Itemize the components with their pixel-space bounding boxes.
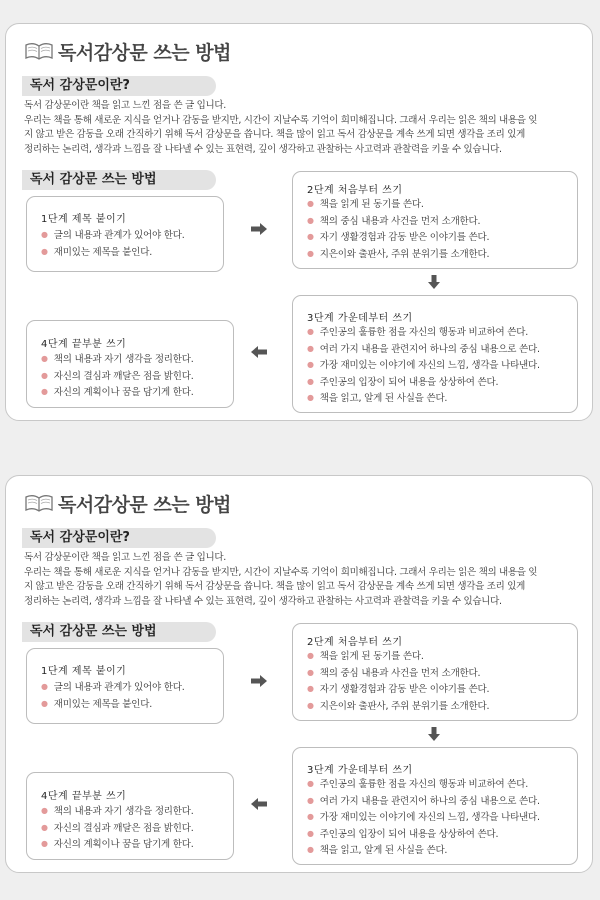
bullet-icon: ● xyxy=(41,354,48,363)
intro-line: 독서 감상문이란 책을 읽고 느낀 점을 쓴 글 입니다. xyxy=(24,552,227,563)
step1-box xyxy=(26,196,224,272)
list-item-text: 책을 읽고, 알게 된 사실을 쓴다. xyxy=(319,393,448,404)
step3-title: 3단계 가운데부터 쓰기 xyxy=(307,313,413,324)
list-item xyxy=(307,213,489,230)
step2-box xyxy=(292,623,578,721)
intro-line: 독서 감상문이란 책을 읽고 느낀 점을 쓴 글 입니다. xyxy=(24,100,227,111)
step2-list xyxy=(307,196,489,262)
bullet-icon: ● xyxy=(41,246,48,256)
section-label-what: 독서 감상문이란? xyxy=(22,528,216,548)
list-item-text: 재미있는 제목을 붙인다. xyxy=(53,246,153,258)
step2-box xyxy=(292,171,578,269)
step3-list xyxy=(307,776,540,859)
bullet-icon: ● xyxy=(41,839,48,848)
list-item-text: 책의 중심 내용과 사건을 먼저 소개한다. xyxy=(319,667,481,679)
section-label-how: 독서 감상문 쓰는 방법 xyxy=(22,170,216,190)
list-item xyxy=(307,698,489,715)
list-item xyxy=(41,836,194,853)
list-item-text: 자신의 결심과 깨달은 점을 밝힌다. xyxy=(53,370,194,382)
guide-panel-1 xyxy=(5,23,593,421)
list-item xyxy=(307,324,540,341)
step3-title: 3단계 가운데부터 쓰기 xyxy=(307,765,413,776)
bullet-icon: ● xyxy=(41,682,48,691)
section-label-what: 독서 감상문이란? xyxy=(22,76,216,96)
intro-line: 정리하는 논리력, 생각과 느낌을 잘 나타낼 수 있는 표현력, 깊이 생각하고 관찰하는 사고력과 관찰력을 키울 수 있습니다. xyxy=(24,143,502,155)
list-item xyxy=(41,803,194,820)
step4-title: 4단계 끝부분 쓰기 xyxy=(41,339,127,350)
list-item-text: 여러 가지 내용을 관련지어 하나의 중심 내용으로 쓴다. xyxy=(319,343,540,355)
title-row xyxy=(24,36,231,66)
bullet-icon: ● xyxy=(41,698,48,708)
list-item xyxy=(307,648,489,665)
bullet-icon: ● xyxy=(307,779,314,788)
step1-list xyxy=(41,227,185,260)
step3-list xyxy=(307,324,540,407)
list-item xyxy=(307,809,540,826)
step4-box xyxy=(26,772,234,860)
section-label-how: 독서 감상문 쓰는 방법 xyxy=(22,622,216,642)
list-item xyxy=(307,665,489,682)
step1-title: 1단계 제목 붙이기 xyxy=(41,666,127,677)
list-item-text: 가장 재미있는 이야기에 자신의 느낌, 생각을 나타낸다. xyxy=(319,812,540,823)
step4-list xyxy=(41,803,194,853)
intro-line: 우리는 책을 통해 새로운 지식을 얻거나 감동을 받지만, 시간이 지날수록 기억이 희미해집니다. 그래서 우리는 읽은 책의 내용을 잊 xyxy=(24,114,538,126)
list-item-text: 책의 내용과 자기 생각을 정리한다. xyxy=(53,806,194,817)
intro-line: 지 않고 받은 감동을 오래 간직하기 위해 독서 감상문을 씁니다. 책을 많이 읽고 독서 감상문을 계속 쓰게 되면 생각을 조리 있게 xyxy=(24,129,525,140)
step2-title: 2단계 처음부터 쓰기 xyxy=(307,185,403,196)
bullet-icon: ● xyxy=(41,370,48,380)
list-item-text: 글의 내용과 관계가 있어야 한다. xyxy=(53,682,185,693)
list-item-text: 책을 읽게 된 동기를 쓴다. xyxy=(319,199,424,210)
list-item-text: 자기 생활경험과 감동 받은 이야기를 쓴다. xyxy=(319,684,490,695)
intro-text xyxy=(24,551,584,609)
list-item xyxy=(307,374,540,391)
bullet-icon: ● xyxy=(307,812,314,821)
intro-line: 정리하는 논리력, 생각과 느낌을 잘 나타낼 수 있는 표현력, 깊이 생각하고 관찰하는 사고력과 관찰력을 키울 수 있습니다. xyxy=(24,595,502,607)
list-item-text: 주인공의 입장이 되어 내용을 상상하여 쓴다. xyxy=(319,376,499,388)
bullet-icon: ● xyxy=(307,248,314,258)
list-item xyxy=(41,679,185,696)
intro-text xyxy=(24,99,584,157)
list-item xyxy=(307,776,540,793)
page-title: 독서감상문 쓰는 방법 xyxy=(58,41,231,64)
bullet-icon: ● xyxy=(307,232,314,241)
title-row xyxy=(24,488,231,518)
bullet-icon: ● xyxy=(41,387,48,396)
bullet-icon: ● xyxy=(41,806,48,815)
list-item-text: 가장 재미있는 이야기에 자신의 느낌, 생각을 나타낸다. xyxy=(319,360,540,371)
bullet-icon: ● xyxy=(307,845,314,854)
list-item-text: 지은이와 출판사, 주위 분위기를 소개한다. xyxy=(319,700,490,712)
guide-panel-2 xyxy=(5,475,593,873)
list-item-text: 책의 중심 내용과 사건을 먼저 소개한다. xyxy=(319,215,481,227)
bullet-icon: ● xyxy=(307,360,314,369)
bullet-icon: ● xyxy=(307,343,314,353)
list-item xyxy=(41,820,194,837)
bullet-icon: ● xyxy=(307,327,314,336)
arrow-down-icon xyxy=(428,275,440,289)
intro-line: 우리는 책을 통해 새로운 지식을 얻거나 감동을 받지만, 시간이 지날수록 기억이 희미해집니다. 그래서 우리는 읽은 책의 내용을 잊 xyxy=(24,566,538,578)
list-item-text: 주인공의 훌륭한 점을 자신의 행동과 비교하여 쓴다. xyxy=(319,327,529,338)
list-item-text: 주인공의 훌륭한 점을 자신의 행동과 비교하여 쓴다. xyxy=(319,779,529,790)
list-item-text: 재미있는 제목을 붙인다. xyxy=(53,698,153,710)
step3-box xyxy=(292,295,578,413)
step4-title: 4단계 끝부분 쓰기 xyxy=(41,791,127,802)
list-item xyxy=(307,842,540,859)
arrow-left-icon xyxy=(251,798,267,810)
bullet-icon: ● xyxy=(41,822,48,832)
arrow-right-icon xyxy=(251,675,267,687)
list-item xyxy=(307,357,540,374)
list-item xyxy=(41,351,194,368)
step1-title: 1단계 제목 붙이기 xyxy=(41,214,127,225)
list-item-text: 책을 읽게 된 동기를 쓴다. xyxy=(319,651,424,662)
step2-title: 2단계 처음부터 쓰기 xyxy=(307,637,403,648)
bullet-icon: ● xyxy=(307,215,314,225)
step4-list xyxy=(41,351,194,401)
open-book-icon xyxy=(24,42,54,60)
bullet-icon: ● xyxy=(41,230,48,239)
list-item xyxy=(307,196,489,213)
list-item-text: 지은이와 출판사, 주위 분위기를 소개한다. xyxy=(319,248,490,260)
list-item xyxy=(41,244,185,261)
open-book-icon xyxy=(24,494,54,512)
step2-list xyxy=(307,648,489,714)
bullet-icon: ● xyxy=(307,651,314,660)
list-item-text: 주인공의 입장이 되어 내용을 상상하여 쓴다. xyxy=(319,828,499,840)
list-item xyxy=(41,227,185,244)
list-item xyxy=(41,696,185,713)
step1-box xyxy=(26,648,224,724)
bullet-icon: ● xyxy=(307,684,314,693)
list-item xyxy=(307,229,489,246)
list-item xyxy=(307,793,540,810)
step4-box xyxy=(26,320,234,408)
bullet-icon: ● xyxy=(307,795,314,805)
list-item-text: 자기 생활경험과 감동 받은 이야기를 쓴다. xyxy=(319,232,490,243)
list-item xyxy=(307,390,540,407)
list-item xyxy=(41,368,194,385)
list-item-text: 여러 가지 내용을 관련지어 하나의 중심 내용으로 쓴다. xyxy=(319,795,540,807)
list-item xyxy=(41,384,194,401)
intro-line: 지 않고 받은 감동을 오래 간직하기 위해 독서 감상문을 씁니다. 책을 많이 읽고 독서 감상문을 계속 쓰게 되면 생각을 조리 있게 xyxy=(24,581,525,592)
list-item-text: 글의 내용과 관계가 있어야 한다. xyxy=(53,230,185,241)
arrow-down-icon xyxy=(428,727,440,741)
bullet-icon: ● xyxy=(307,199,314,208)
list-item-text: 자신의 결심과 깨달은 점을 밝힌다. xyxy=(53,822,194,834)
arrow-left-icon xyxy=(251,346,267,358)
page-title: 독서감상문 쓰는 방법 xyxy=(58,493,231,516)
list-item xyxy=(307,681,489,698)
bullet-icon: ● xyxy=(307,667,314,677)
list-item xyxy=(307,826,540,843)
step3-box xyxy=(292,747,578,865)
arrow-right-icon xyxy=(251,223,267,235)
list-item-text: 자신의 계획이나 꿈을 담기게 한다. xyxy=(53,839,194,850)
bullet-icon: ● xyxy=(307,700,314,710)
list-item xyxy=(307,246,489,263)
list-item-text: 책을 읽고, 알게 된 사실을 쓴다. xyxy=(319,845,448,856)
list-item-text: 자신의 계획이나 꿈을 담기게 한다. xyxy=(53,387,194,398)
bullet-icon: ● xyxy=(307,393,314,402)
bullet-icon: ● xyxy=(307,828,314,838)
list-item xyxy=(307,341,540,358)
list-item-text: 책의 내용과 자기 생각을 정리한다. xyxy=(53,354,194,365)
step1-list xyxy=(41,679,185,712)
bullet-icon: ● xyxy=(307,376,314,386)
